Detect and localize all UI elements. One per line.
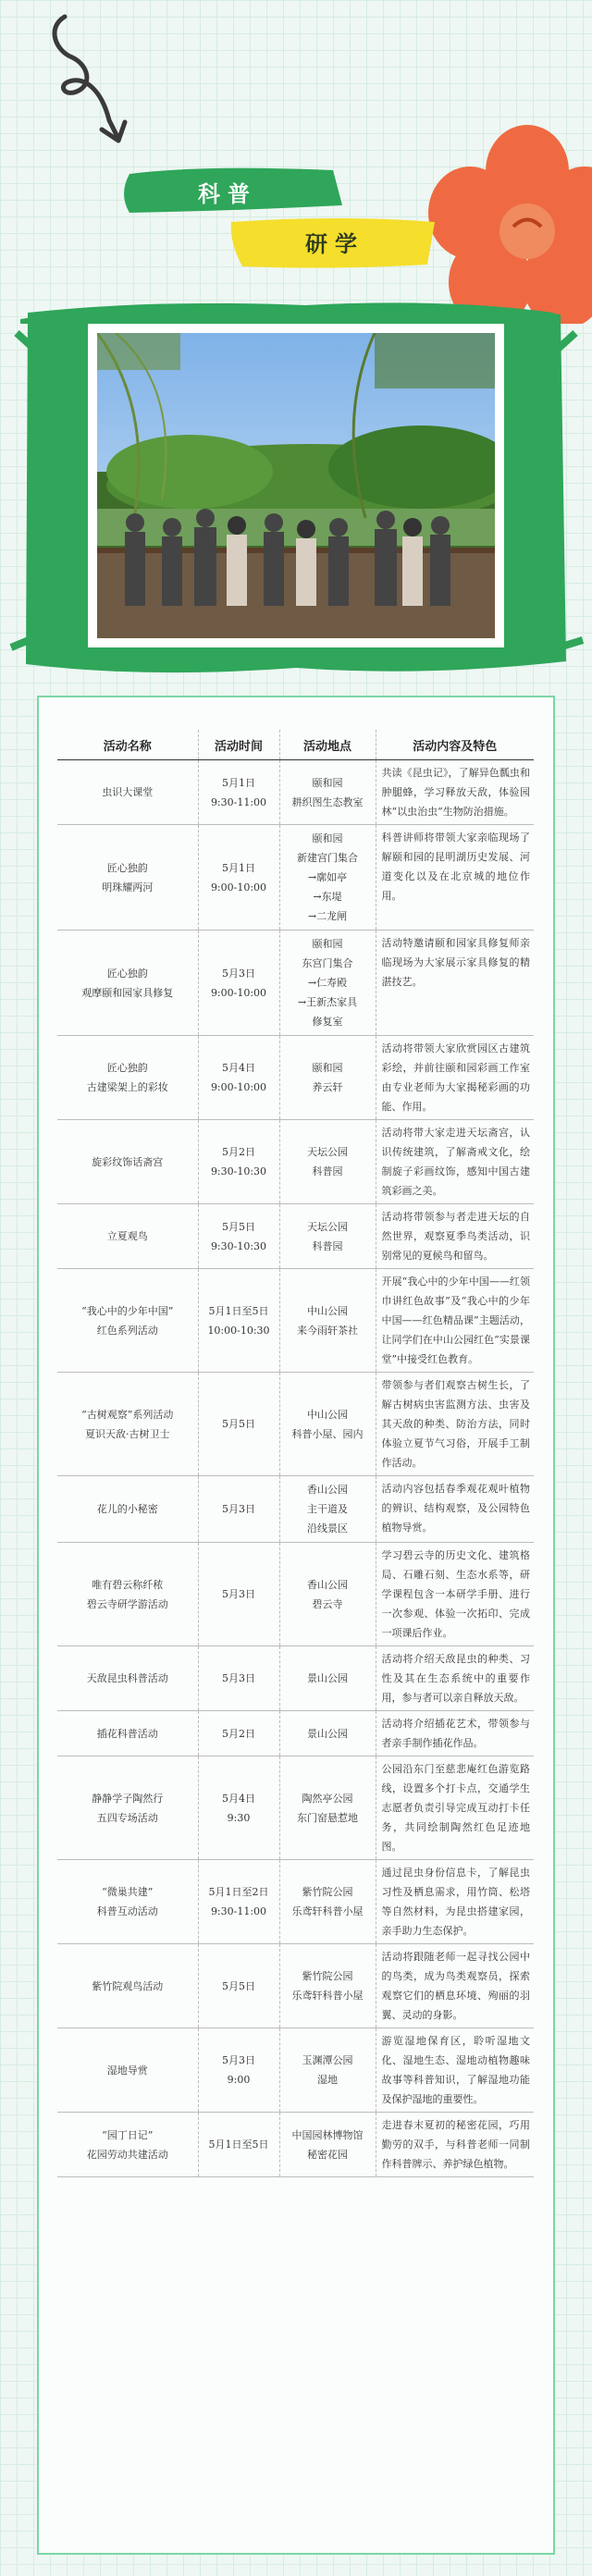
activity-table-card <box>37 696 555 2555</box>
activity-name: 立夏观鸟 <box>57 1204 198 1269</box>
flower-icon <box>428 125 592 324</box>
activity-place: 颐和园 耕织图生态教室 <box>279 760 376 825</box>
activity-name: 插花科普活动 <box>57 1711 198 1756</box>
activity-place: 中山公园 来今雨轩茶社 <box>279 1269 376 1373</box>
activity-place: 颐和园 养云轩 <box>279 1036 376 1120</box>
activity-name: 匠心独韵 观摩颐和园家具修复 <box>57 931 198 1036</box>
table-row <box>57 825 534 931</box>
activity-place: 紫竹院公园 乐鸢轩科普小屋 <box>279 1944 376 2028</box>
activity-time: 5月3日 <box>198 1476 279 1543</box>
table-row <box>57 760 534 825</box>
activity-place: 颐和园 东宫门集合 →仁寿殿 →王新杰家具 修复室 <box>279 931 376 1036</box>
photo-frame <box>88 324 504 647</box>
activity-desc: 通过昆虫身份信息卡，了解昆虫习性及栖息需求，用竹筒、松塔等自然材料，为昆虫搭建家园，亲手助力生态保护。 <box>376 1860 534 1944</box>
activity-desc: 活动将带领大家欣赏园区古建筑彩绘，并前往颐和园彩画工作室由专业老师为大家揭秘彩画的功能、作用。 <box>376 1036 534 1120</box>
activity-name: 匠心独韵 明珠耀两河 <box>57 825 198 931</box>
activity-time: 5月5日 9:30-10:30 <box>198 1204 279 1269</box>
column-header-time: 活动时间 <box>198 730 279 760</box>
activity-name: 唯有碧云称纤秾 碧云寺研学游活动 <box>57 1543 198 1646</box>
activity-desc: 公园沿东门至慈悲庵红色游览路线，设置多个打卡点，交通学生志愿者负责引导完成互动打卡任务，共同绘制陶然红色足迹地图。 <box>376 1756 534 1860</box>
activity-time: 5月2日 <box>198 1711 279 1756</box>
table-row <box>57 1204 534 1269</box>
activity-desc: 游览湿地保育区，聆听湿地文化、湿地生态、湿地动植物趣味故事等科普知识，了解湿地功能及保护湿地的重要性。 <box>376 2028 534 2113</box>
activity-time: 5月3日 9:00-10:00 <box>198 931 279 1036</box>
table-header-row <box>57 730 534 760</box>
activity-place: 陶然亭公园 东门窑悬惹地 <box>279 1756 376 1860</box>
activity-name: “古树观察”系列活动 夏识天敌·古树卫士 <box>57 1373 198 1476</box>
activity-place: 天坛公园 科普园 <box>279 1120 376 1204</box>
activity-time: 5月1日至5日 <box>198 2113 279 2177</box>
activity-place: 景山公园 <box>279 1646 376 1711</box>
activity-time: 5月1日 9:00-10:00 <box>198 825 279 931</box>
activity-desc: 活动内容包括春季观花观叶植物的辨识、结构观察，及公园特色植物导赏。 <box>376 1476 534 1543</box>
table-row <box>57 1373 534 1476</box>
activity-time: 5月3日 9:00 <box>198 2028 279 2113</box>
activity-time: 5月5日 <box>198 1373 279 1476</box>
activity-name: 旋彩纹饰话斋宫 <box>57 1120 198 1204</box>
activity-name: 匠心独韵 古建梁架上的彩妆 <box>57 1036 198 1120</box>
squiggle-arrow-icon <box>55 17 118 139</box>
activity-desc: 共读《昆虫记》，了解异色瓢虫和肿腿蜂，学习释放天敌，体验园林“以虫治虫”生物防治措施。 <box>376 760 534 825</box>
page-title-part2: 研学 <box>305 231 364 257</box>
table-row <box>57 1036 534 1120</box>
activity-desc: 学习碧云寺的历史文化、建筑格局、石雕石刻、生态水系等，研学课程包含一本研学手册、进行一次参观、体验一次拓印、完成一项课后作业。 <box>376 1543 534 1646</box>
table-row <box>57 2028 534 2113</box>
activity-name: 天敌昆虫科普活动 <box>57 1646 198 1711</box>
activity-name: “我心中的少年中国” 红色系列活动 <box>57 1269 198 1373</box>
column-header-place: 活动地点 <box>279 730 376 760</box>
activity-name: 花儿的小秘密 <box>57 1476 198 1543</box>
activity-time: 5月2日 9:30-10:30 <box>198 1120 279 1204</box>
table-row <box>57 2113 534 2177</box>
table-row <box>57 1756 534 1860</box>
activity-place: 香山公园 碧云寺 <box>279 1543 376 1646</box>
park-photo <box>97 333 495 638</box>
page-title-part1: 科普 <box>198 181 257 207</box>
activity-place: 紫竹院公园 乐鸢轩科普小屋 <box>279 1860 376 1944</box>
table-row <box>57 1120 534 1204</box>
table-row <box>57 931 534 1036</box>
activity-desc: 科普讲师将带领大家亲临现场了解颐和园的昆明湖历史发展、河道变化以及在北京城的地位作用。 <box>376 825 534 931</box>
activity-place: 天坛公园 科普园 <box>279 1204 376 1269</box>
activity-table <box>57 730 534 2177</box>
activity-place: 玉渊潭公园 湿地 <box>279 2028 376 2113</box>
activity-desc: 活动将跟随老师一起寻找公园中的鸟类，成为鸟类观察员，探索观察它们的栖息环境、殉丽的羽翼、灵动的身影。 <box>376 1944 534 2028</box>
activity-name: 紫竹院观鸟活动 <box>57 1944 198 2028</box>
table-row <box>57 1543 534 1646</box>
table-row <box>57 1646 534 1711</box>
activity-desc: 活动特邀请颐和园家具修复师亲临现场为大家展示家具修复的精湛技艺。 <box>376 931 534 1036</box>
activity-time: 5月1日至2日 9:30-11:00 <box>198 1860 279 1944</box>
activity-time: 5月3日 <box>198 1646 279 1711</box>
header-decoration <box>0 0 592 324</box>
activity-desc: 活动将带领参与者走进天坛的自然世界，观察夏季鸟类活动，识别常见的夏候鸟和留鸟。 <box>376 1204 534 1269</box>
activity-name: 湿地导赏 <box>57 2028 198 2113</box>
activity-desc: 活动将介绍天敌昆虫的种类、习性及其在生态系统中的重要作用，参与者可以亲自释放天敌。 <box>376 1646 534 1711</box>
activity-place: 景山公园 <box>279 1711 376 1756</box>
activity-place: 颐和园 新建宫门集合 →廓如亭 →东堤 →二龙闸 <box>279 825 376 931</box>
activity-time: 5月3日 <box>198 1543 279 1646</box>
table-row <box>57 1860 534 1944</box>
activity-place: 中国园林博物馆 秘密花园 <box>279 2113 376 2177</box>
activity-place: 香山公园 主干道及 沿线景区 <box>279 1476 376 1543</box>
activity-name: “微巢共建” 科普互动活动 <box>57 1860 198 1944</box>
activity-name: 静静学子陶然行 五四专场活动 <box>57 1756 198 1860</box>
table-row <box>57 1269 534 1373</box>
activity-time: 5月4日 9:30 <box>198 1756 279 1860</box>
activity-desc: 带领参与者们观察古树生长，了解古树病虫害监测方法、虫害及其天敌的种类、防治方法，同时体验立夏节气习俗，开展手工制作活动。 <box>376 1373 534 1476</box>
activity-desc: 活动将带大家走进天坛斋宫，认识传统建筑，了解斋戒文化，绘制旋子彩画纹饰，感知中国古建筑彩画之美。 <box>376 1120 534 1204</box>
column-header-desc: 活动内容及特色 <box>376 730 534 760</box>
activity-desc: 走进春末夏初的秘密花园，巧用勤劳的双手，与科普老师一同制作科普牌示、养护绿色植物。 <box>376 2113 534 2177</box>
table-row <box>57 1476 534 1543</box>
activity-name: 虫识大课堂 <box>57 760 198 825</box>
activity-time: 5月5日 <box>198 1944 279 2028</box>
activity-name: “园丁日记” 花园劳动共建活动 <box>57 2113 198 2177</box>
table-row <box>57 1711 534 1756</box>
activity-desc: 活动将介绍插花艺术，带领参与者亲手制作插花作品。 <box>376 1711 534 1756</box>
activity-time: 5月1日 9:30-11:00 <box>198 760 279 825</box>
activity-time: 5月1日至5日 10:00-10:30 <box>198 1269 279 1373</box>
activity-desc: 开展“我心中的少年中国——红领巾讲红色故事”及“我心中的少年中国——红色精品课”主题活动，让同学们在中山公园红色“实景课堂”中接受红色教育。 <box>376 1269 534 1373</box>
column-header-name: 活动名称 <box>57 730 198 760</box>
activity-place: 中山公园 科普小屋、园内 <box>279 1373 376 1476</box>
activity-time: 5月4日 9:00-10:00 <box>198 1036 279 1120</box>
table-row <box>57 1944 534 2028</box>
